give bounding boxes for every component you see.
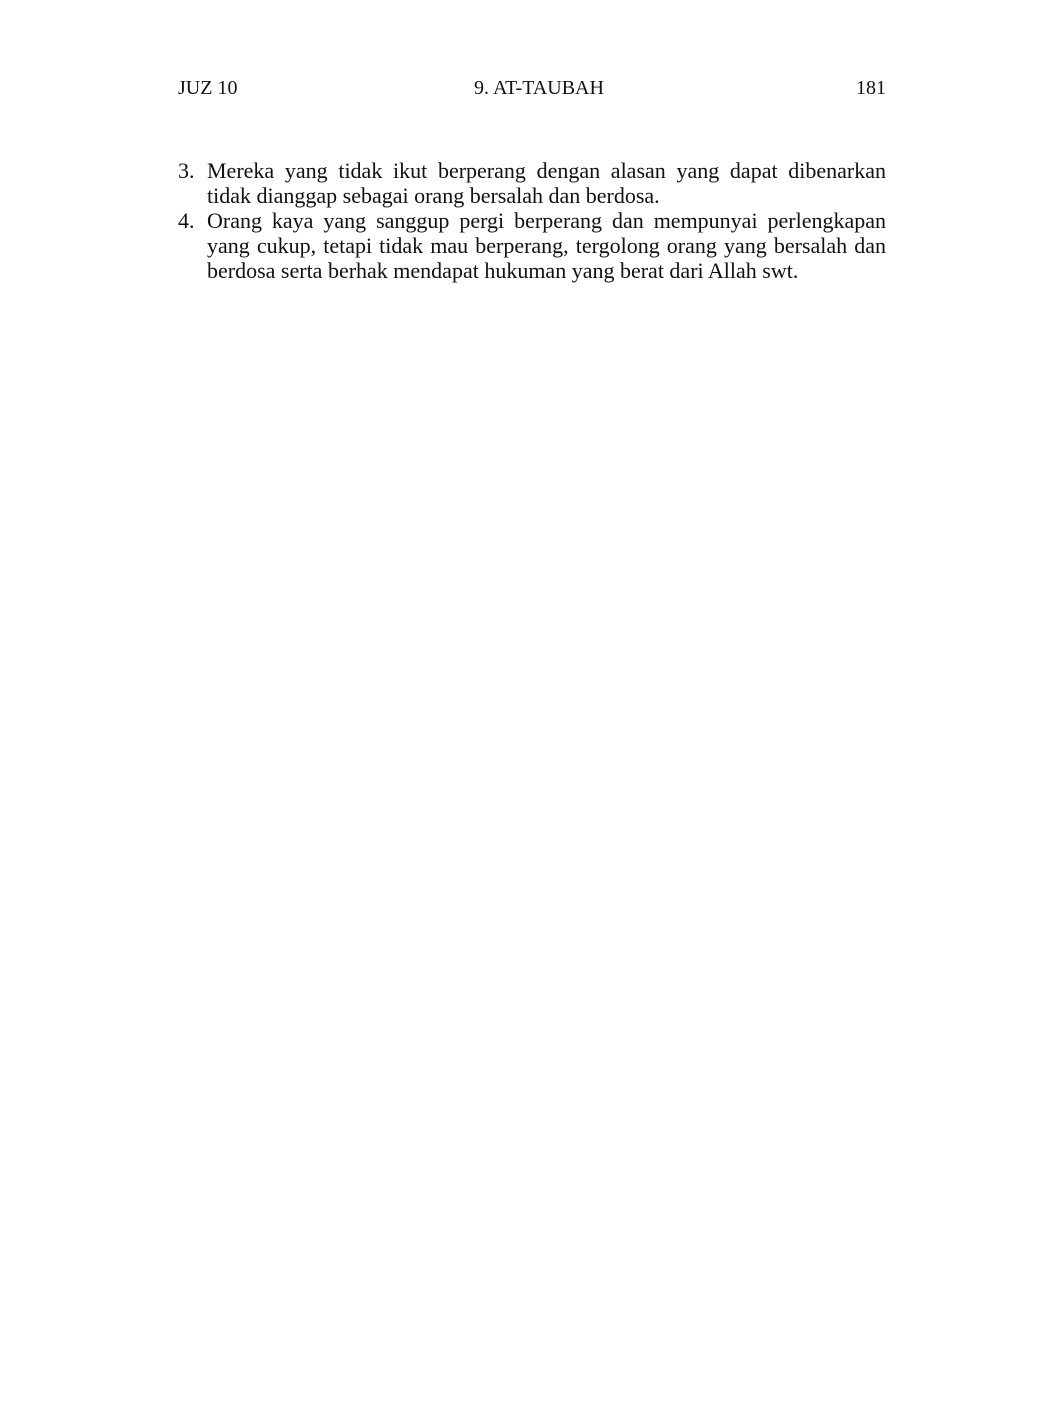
header-juz-label: JUZ 10 bbox=[178, 77, 238, 99]
list-item bbox=[178, 158, 886, 208]
list-item-text: Mereka yang tidak ikut berperang dengan alasan yang dapat dibenarkan tidak dianggap sebagai orang bersalah dan berdosa. bbox=[207, 158, 886, 208]
list-item-number: 4. bbox=[178, 208, 195, 233]
list-item-number: 3. bbox=[178, 158, 195, 183]
header-page-number: 181 bbox=[856, 77, 886, 99]
list-item bbox=[178, 208, 886, 283]
numbered-list bbox=[178, 158, 886, 283]
running-header bbox=[178, 76, 886, 102]
list-item-text: Orang kaya yang sanggup pergi berperang dan mempunyai perlengkapan yang cukup, tetapi tidak mau berperang, tergolong orang yang bersalah dan berdosa serta berhak mendapat hukuman yang berat dari Allah swt. bbox=[207, 208, 886, 283]
header-surah-title: 9. AT-TAUBAH bbox=[474, 77, 604, 99]
